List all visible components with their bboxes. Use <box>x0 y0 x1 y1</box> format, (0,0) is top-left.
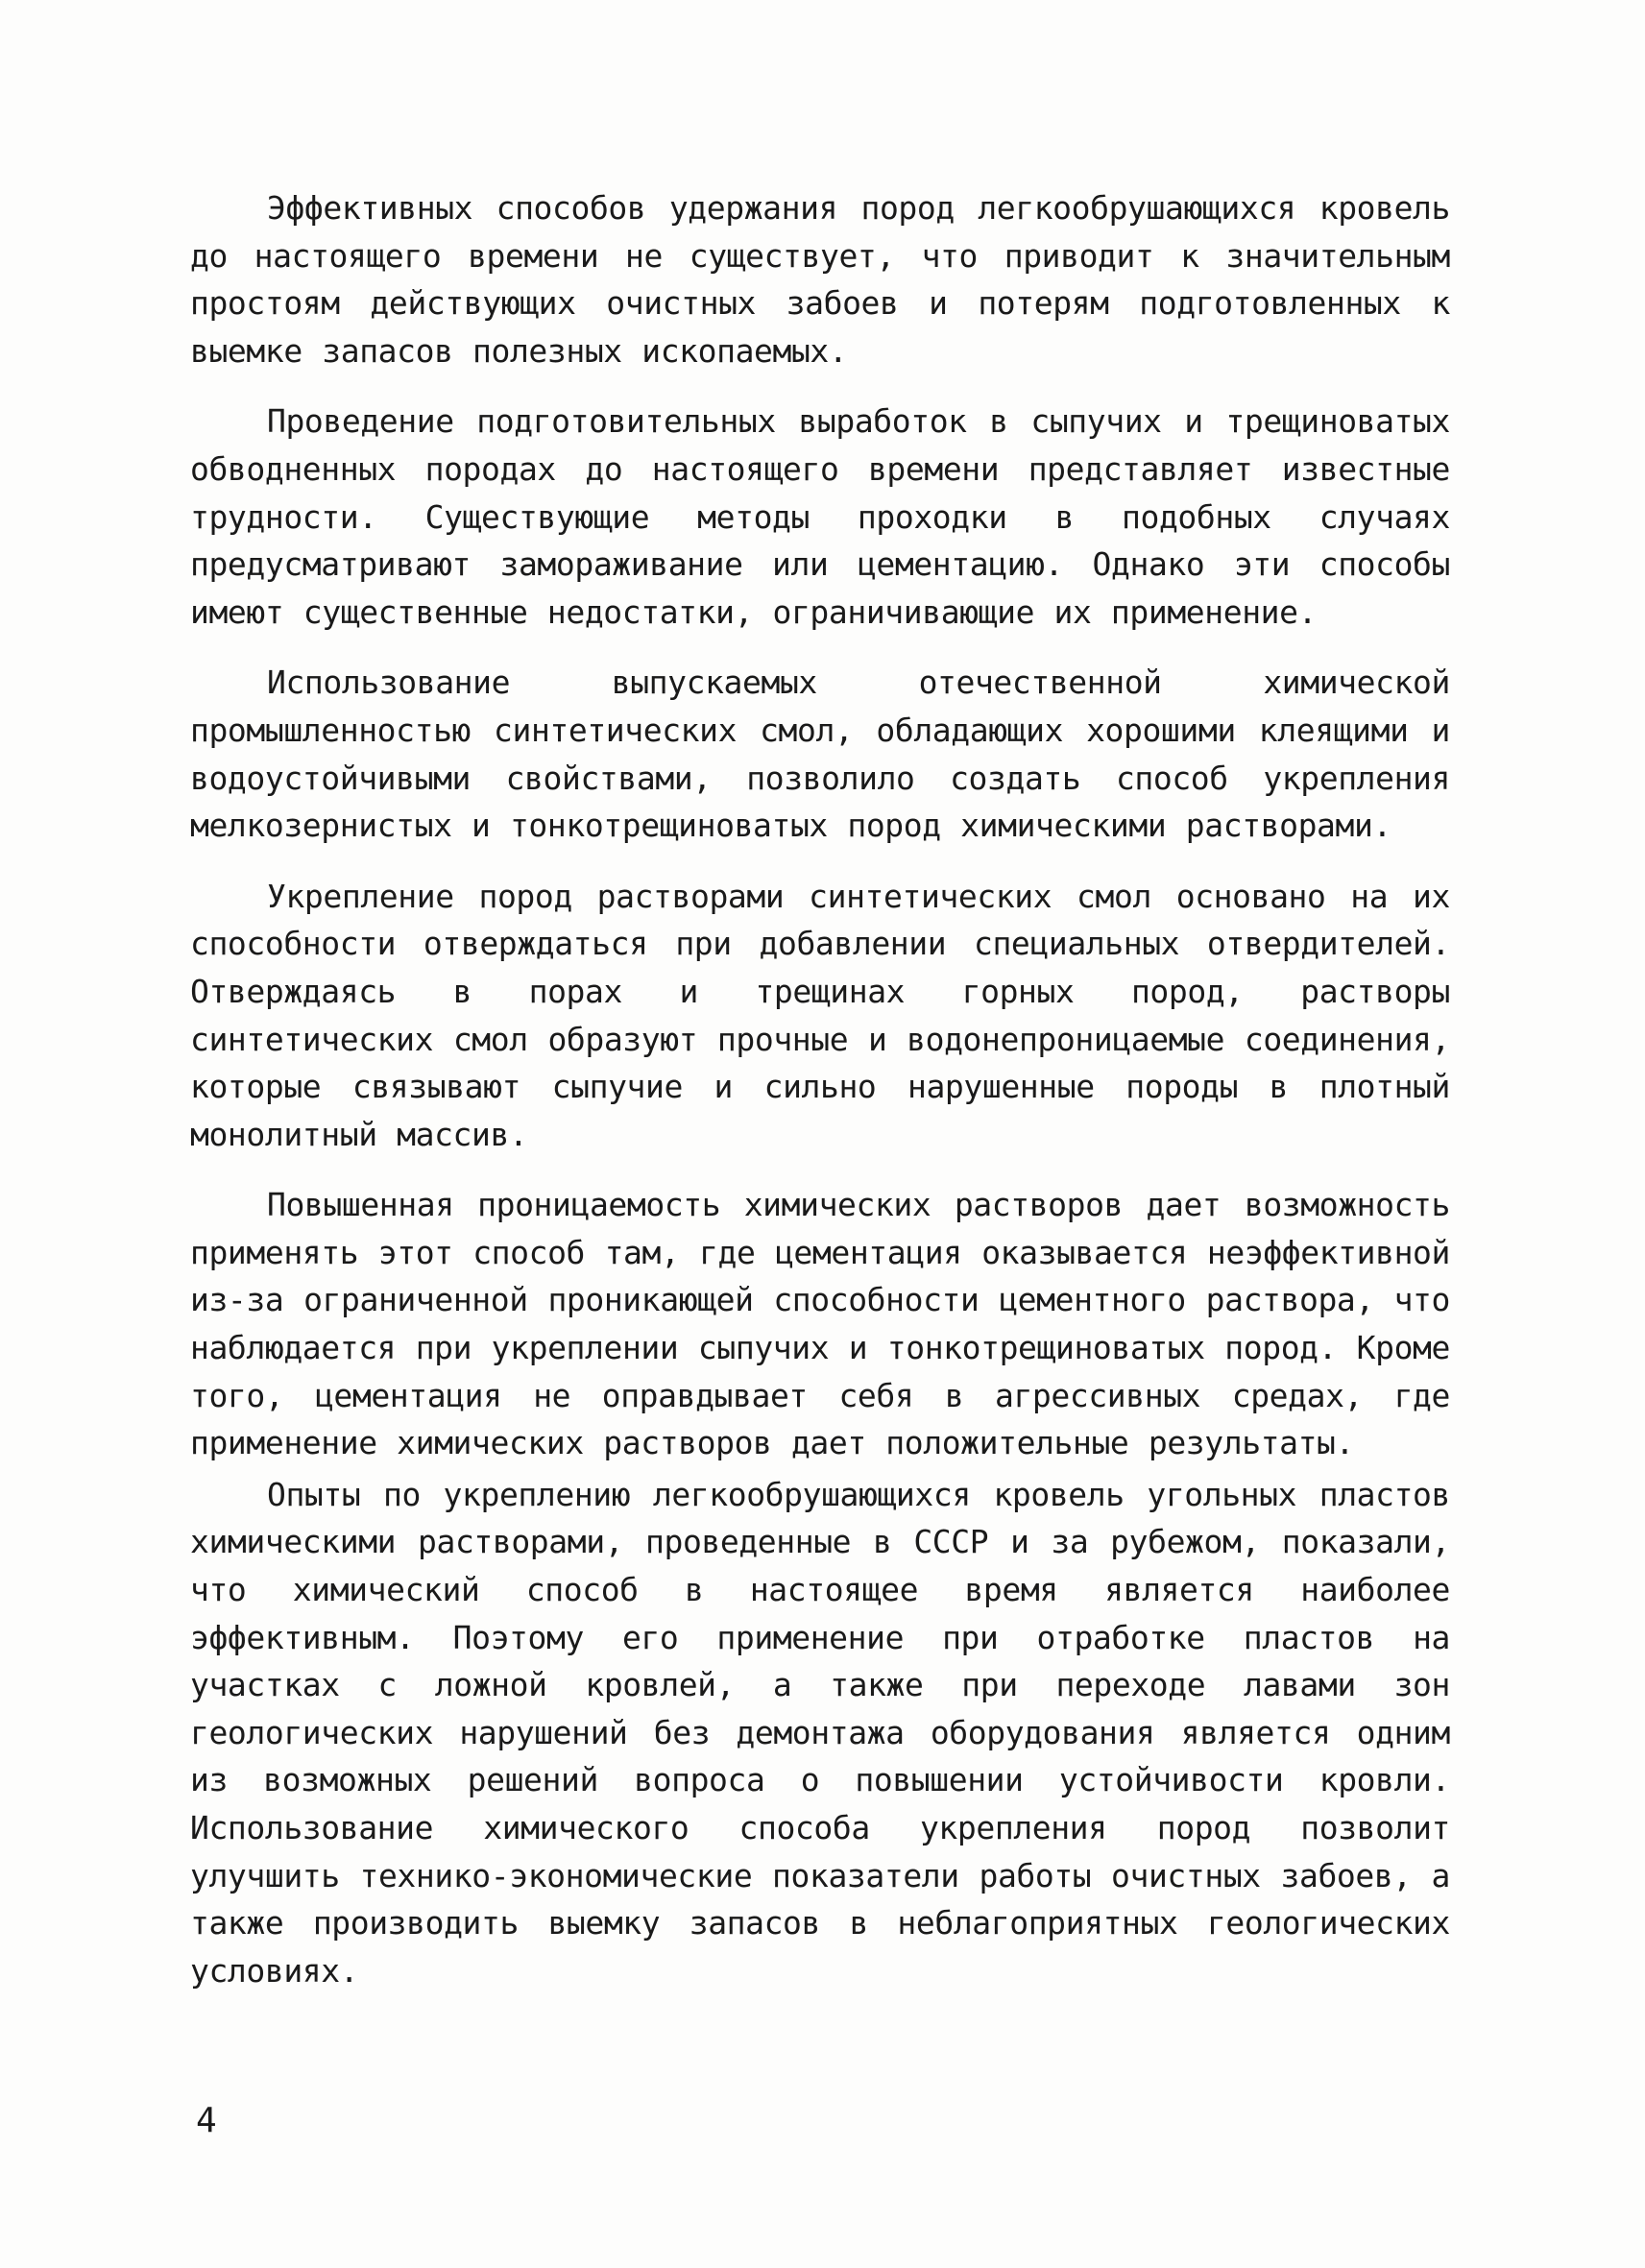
page-number: 4 <box>196 2101 217 2140</box>
paragraph-6: Опыты по укреплению легкообрушающихся кровель угольных пластов химическими растворами, проведенные в СССР и за рубежом, показали, что химический способ в настоящее время является наиболее эффективным. Поэтому его применение при отработке пластов на участках с ложной кровлей, а также при переходе лавами зон геологических нарушений без демонтажа оборудования является одним из возможных решений вопроса о повышении устойчивости кровли. Использование химического способа укрепления пород позволит улучшить технико-экономические показатели работы очистных забоев, а также производить выемку запасов в неблагоприятных геологических условиях. <box>190 1475 1450 1990</box>
paragraph-2: Проведение подготовительных выработок в сыпучих и трещиноватых обводненных породах до настоящего времени представляет известные трудности. Существующие методы проходки в подобных случаях предусматривают замораживание или цементацию. Однако эти способы имеют существенные недостатки, ограничивающие их применение. <box>190 402 1450 631</box>
body-text <box>190 184 1450 1994</box>
paragraph-1: Эффективных способов удержания пород легкообрушающихся кровель до настоящего времени не существует, что приводит к значительным простоям действующих очистных забоев и потерям подготовленных к выемке запасов полезных ископаемых. <box>190 189 1450 370</box>
paragraph-5: Повышенная проницаемость химических растворов дает возможность применять этот способ там, где цементация оказывается неэффективной из-за ограниченной проникающей способности цементного раствора, что наблюдается при укреплении сыпучих и тонкотрещиноватых пород. Кроме того, цементация не оправдывает себя в агрессивных средах, где применение химических растворов дает положительные результаты. <box>190 1186 1450 1462</box>
paragraph-4: Укрепление пород растворами синтетических смол основано на их способности отверждаться при добавлении специальных отвердителей. Отверждаясь в порах и трещинах горных пород, растворы синтетических смол образуют прочные и водонепроницаемые соединения, которые связывают сыпучие и сильно нарушенные породы в плотный монолитный массив. <box>190 877 1450 1153</box>
paragraph-3: Использование выпускаемых отечественной химической промышленностью синтетических смол, обладающих хорошими клеящими и водоустойчивыми свойствами, позволило создать способ укрепления мелкозернистых и тонкотрещиноватых пород химическими растворами. <box>190 664 1450 845</box>
